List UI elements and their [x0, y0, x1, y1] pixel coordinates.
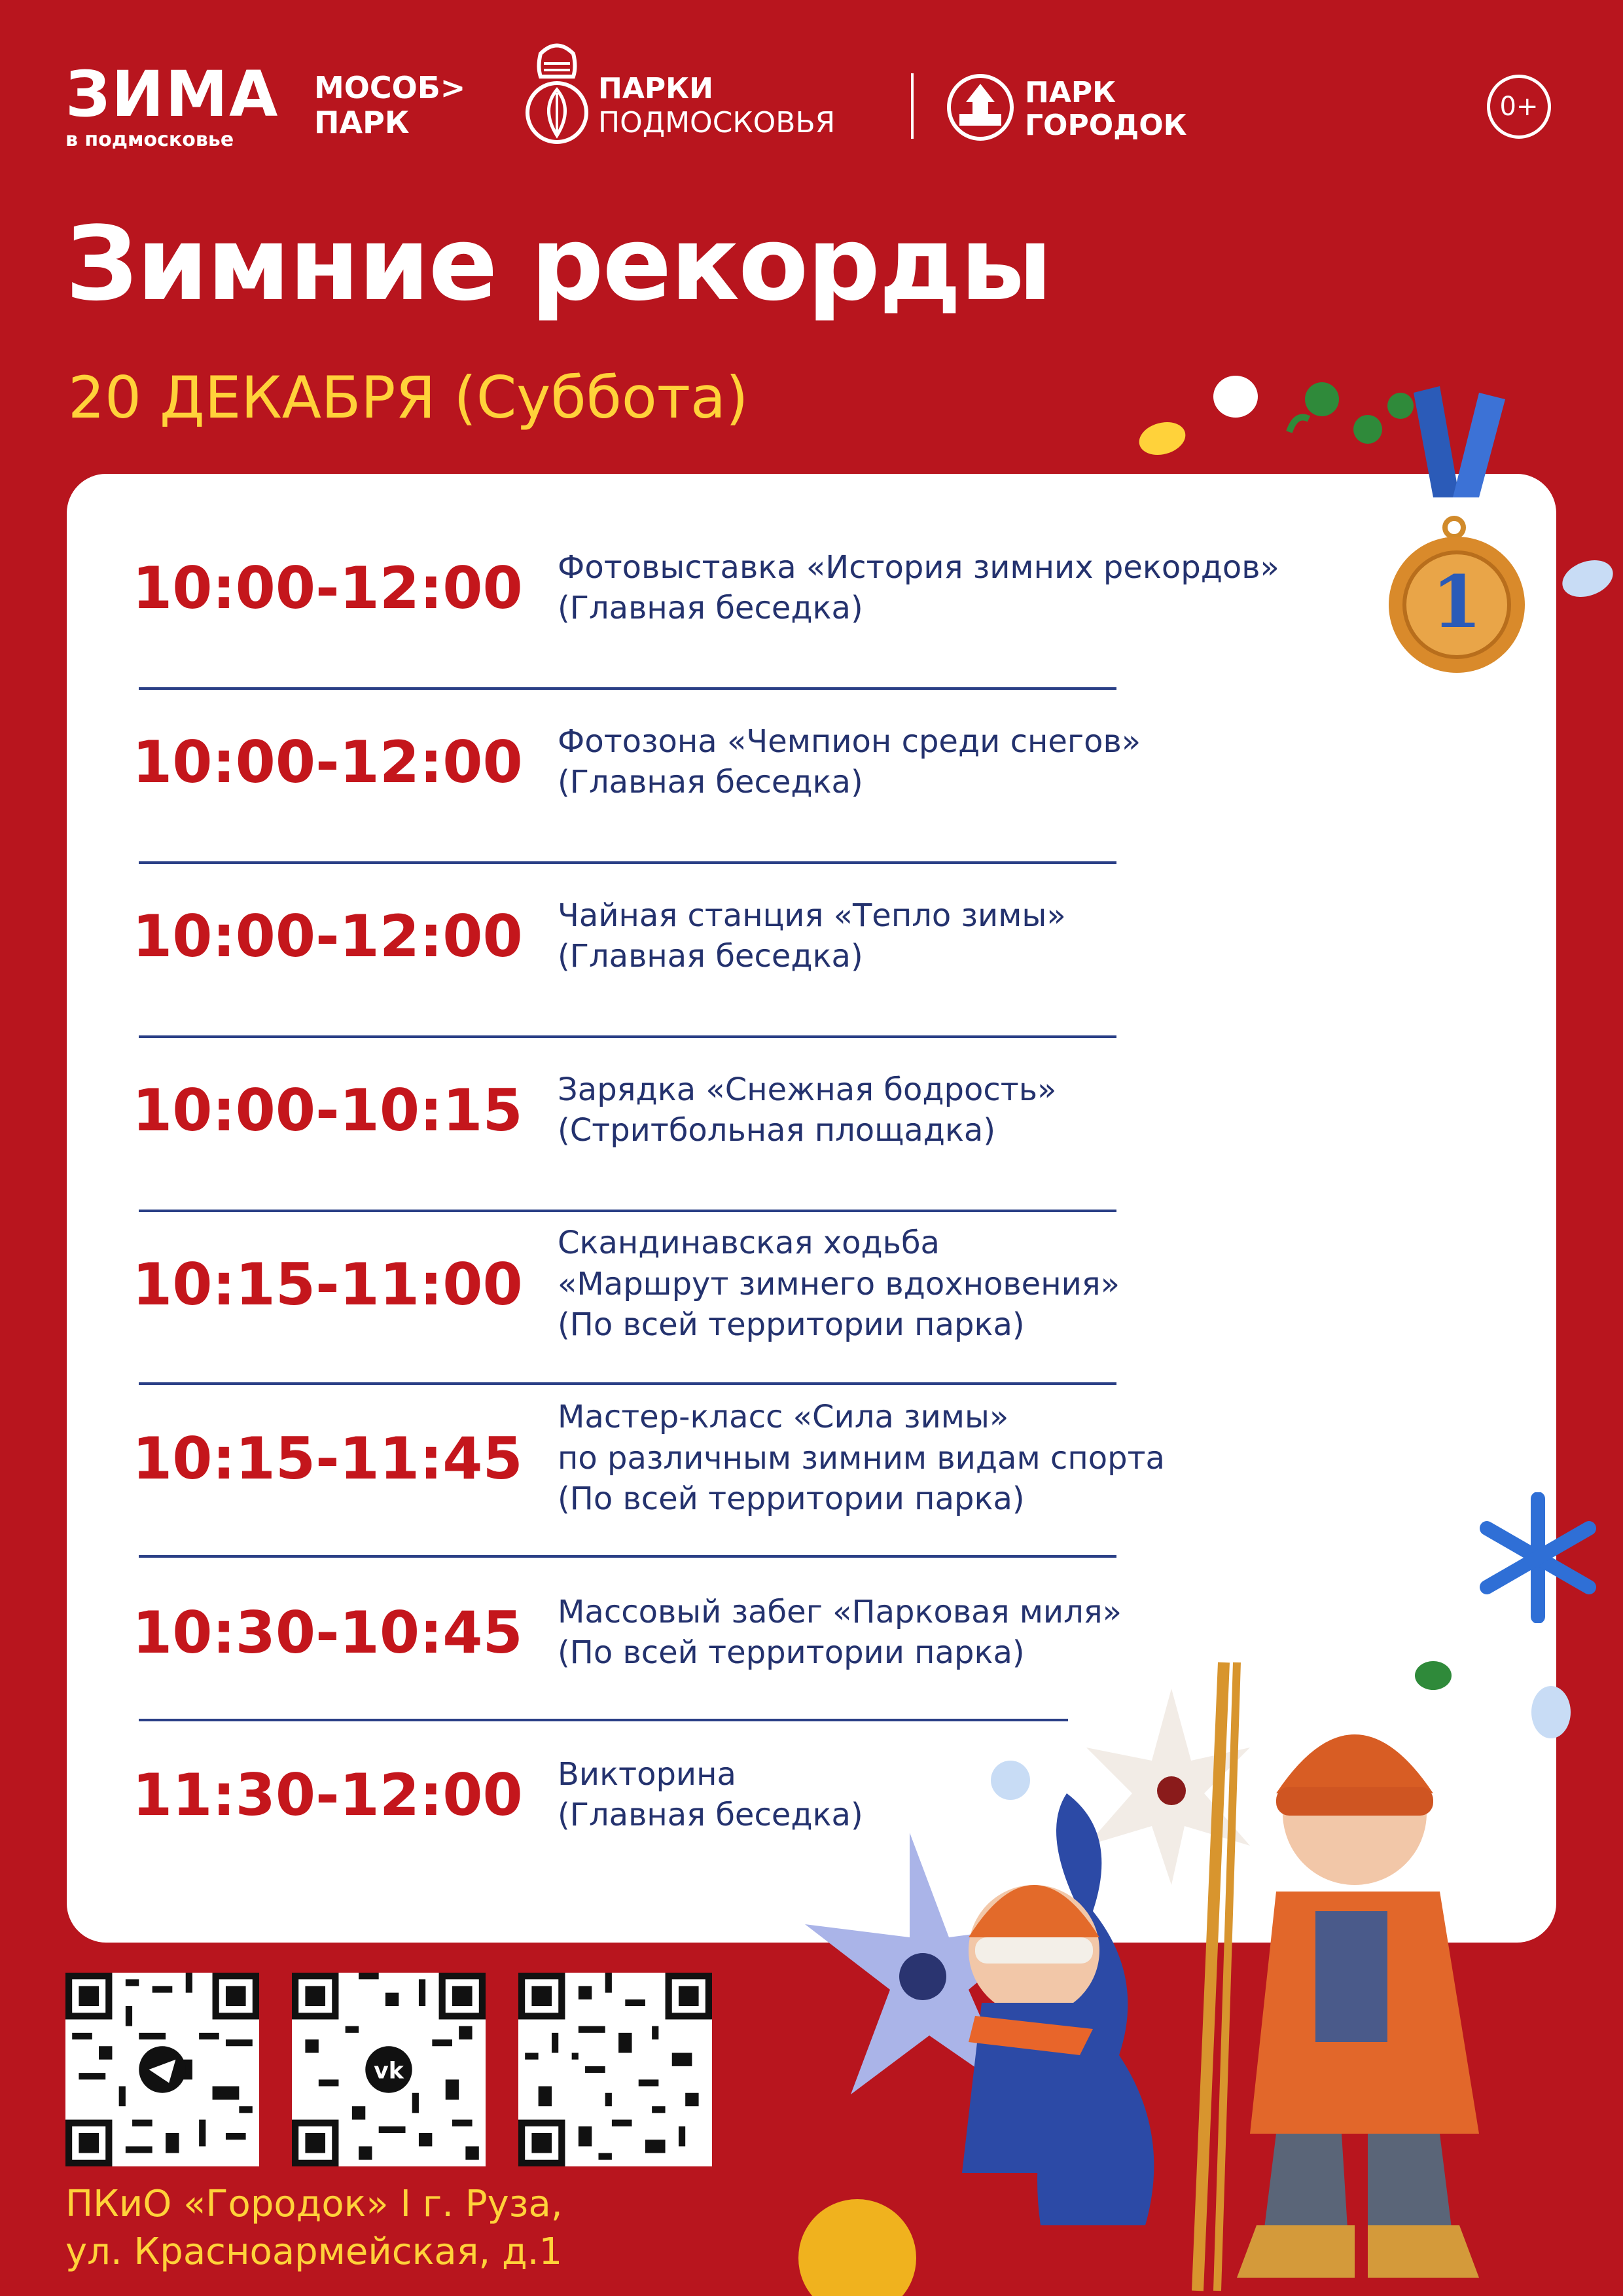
qr-pattern [292, 1973, 486, 2166]
schedule-row [67, 675, 1141, 848]
qr-code-telegram[interactable] [65, 1973, 259, 2166]
event-location: (Главная беседка) [558, 938, 863, 975]
park-gorodok-logo [946, 73, 1187, 145]
parki-logo-line1: ПАРКИ [598, 72, 713, 105]
schedule-row [67, 1198, 1120, 1371]
children-illustration [779, 1636, 1623, 2296]
event-description [558, 501, 1343, 674]
qr-code[interactable] [518, 1973, 712, 2166]
zima-logo-subtitle: в подмосковье [65, 128, 234, 151]
zima-logo-title: ЗИМА [65, 58, 279, 131]
event-location: (Главная беседка) [558, 590, 863, 626]
event-title: Фотовыставка «История зимних рекордов» [558, 548, 1279, 586]
event-title-continued: «Маршрут зимнего вдохновения» [558, 1265, 1120, 1302]
medal-number: 1 [1431, 560, 1482, 644]
schedule-row [67, 501, 1279, 674]
event-title: Чайная станция «Тепло зимы» [558, 897, 1066, 934]
event-location: (Главная беседка) [558, 1797, 863, 1833]
event-description [558, 1372, 1343, 1545]
qr-pattern [518, 1973, 712, 2166]
parki-logo-line2: ПОДМОСКОВЬЯ [598, 106, 836, 139]
schedule-row [67, 1024, 1114, 1196]
event-description [558, 1198, 1343, 1371]
schedule-row [67, 850, 1114, 1022]
leaf-emblem-icon [521, 41, 593, 145]
event-time: 10:15-11:00 [132, 1250, 523, 1318]
page-title: Зимние рекорды [65, 204, 1052, 323]
address-line2: ул. Красноармейская, д.1 [65, 2230, 563, 2273]
event-title-continued: по различным зимним видам спорта [558, 1439, 1165, 1477]
event-title: Мастер-класс «Сила зимы» [558, 1399, 1009, 1436]
parki-podmoskovya-logo [521, 41, 887, 145]
event-location: (По всей территории парка) [558, 1480, 1025, 1518]
event-location: (Стритбольная площадка) [558, 1112, 996, 1149]
event-description [558, 1024, 1343, 1196]
event-time: 10:00-12:00 [132, 554, 523, 622]
event-location: (По всей территории парка) [558, 1634, 1025, 1671]
qr-code-vk[interactable] [292, 1973, 486, 2166]
address-line1: ПКиО «Городок» I г. Руза, [65, 2183, 563, 2225]
event-description [558, 850, 1343, 1022]
event-date: 20 ДЕКАБРЯ (Суббота) [68, 364, 749, 431]
event-time: 10:00-12:00 [132, 902, 523, 970]
event-time: 10:30-10:45 [132, 1598, 523, 1666]
mosobpark-logo [314, 71, 465, 140]
gorodok-logo-line1: ПАРК [1025, 76, 1116, 109]
park-address [65, 2181, 563, 2276]
mosobpark-logo-line1: МОСОБ> [314, 70, 466, 105]
svg-text:vk: vk [374, 2058, 404, 2085]
gorodok-logo-line2: ГОРОДОК [1025, 109, 1187, 142]
event-time: 10:15-11:45 [132, 1424, 523, 1492]
event-time: 10:00-12:00 [132, 728, 523, 796]
event-title: Массовый забег «Парковая миля» [558, 1593, 1122, 1630]
qr-pattern [65, 1973, 259, 2166]
event-title: Скандинавская ходьба [558, 1225, 940, 1262]
event-title: Фотозона «Чемпион среди снегов» [558, 723, 1141, 760]
snowflake-icon [1472, 1492, 1603, 1623]
event-title: Зарядка «Снежная бодрость» [558, 1071, 1057, 1108]
event-time: 10:00-10:15 [132, 1076, 523, 1144]
schedule-row [67, 1372, 1165, 1545]
mosobpark-logo-line2: ПАРК [314, 104, 410, 140]
event-location: (По всей территории парка) [558, 1306, 1025, 1344]
medal-decoration [1283, 367, 1558, 707]
event-description [558, 675, 1343, 848]
logo-divider [911, 73, 914, 139]
age-rating-badge: 0+ [1487, 75, 1551, 139]
gorodok-emblem-icon [946, 73, 1014, 141]
event-time: 11:30-12:00 [132, 1761, 523, 1829]
event-title: Викторина [558, 1755, 736, 1793]
zima-logo [65, 58, 279, 151]
event-location: (Главная беседка) [558, 764, 863, 800]
